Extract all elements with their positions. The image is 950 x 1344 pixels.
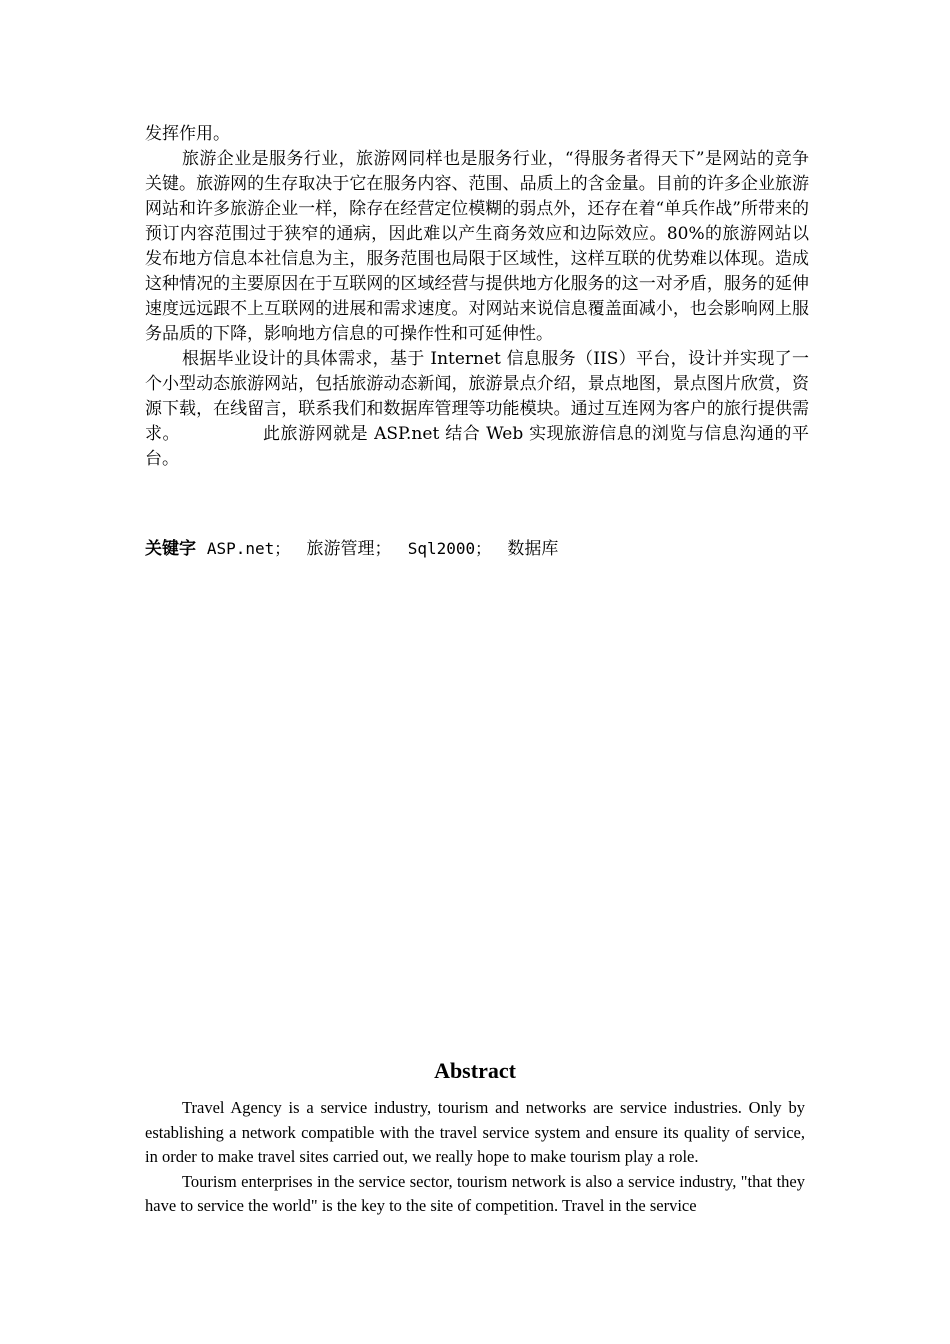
keyword-item: Sql2000； — [407, 539, 492, 558]
keyword-item: ASP.net； — [206, 539, 291, 558]
chinese-paragraph-2: 旅游企业是服务行业，旅游网同样也是服务行业，“得服务者得天下”是网站的竞争关键。旅游网的生存取决于它在服务内容、范围、品质上的含金量。目前的许多企业旅游网站和许多旅游企业一样，除存在经营定位模糊的弱点外，还存在着“单兵作战”所带来的预订内容范围过于狭窄的通病，因此难以产生商务效应和边际效应。80%的旅游网站以发布地方信息本社信息为主，服务范围也局限于区域性，这样互联的优势难以体现。造成这种情况的主要原因在于互联网的区域经营与提供地方化服务的这一对矛盾，服务的延伸速度远远跟不上互联网的进展和需求速度。对网站来说信息覆盖面减小，也会影响网上服务品质的下降，影响地方信息的可操作性和可延伸性。 — [145, 149, 809, 344]
chinese-paragraph-3: 根据毕业设计的具体需求，基于 Internet 信息服务（IIS）平台，设计并实现了一个小型动态旅游网站，包括旅游动态新闻，旅游景点介绍，景点地图，景点图片欣赏，资源下载，在线留言，联系我们和数据库管理等功能模块。通过互连网为客户的旅行提供需求。 此旅游网就是 ASP.net 结合 Web 实现旅游信息的浏览与信息沟通的平台。 — [145, 349, 809, 469]
english-paragraph-2: Tourism enterprises in the service sector, tourism network is also a service industry, "that they have to service the world" is the key to the site of competition. Travel in the service — [145, 1171, 805, 1216]
keyword-item: 旅游管理； — [306, 539, 392, 559]
english-paragraph-1: Travel Agency is a service industry, tourism and networks are service industries. Only by establishing a network compatible with the travel service system and ensure its quality of service, in order to make travel sites carried out, we really hope to make tourism play a role. — [145, 1098, 805, 1167]
chinese-paragraph-continued: 发挥作用。 — [145, 124, 230, 144]
english-abstract-body — [145, 1096, 805, 1219]
keyword-item: 数据库 — [507, 539, 559, 559]
chinese-abstract-body — [145, 122, 809, 472]
keywords-line — [145, 536, 809, 562]
keywords-label: 关键字 — [145, 539, 196, 559]
abstract-title: Abstract — [434, 1058, 516, 1083]
